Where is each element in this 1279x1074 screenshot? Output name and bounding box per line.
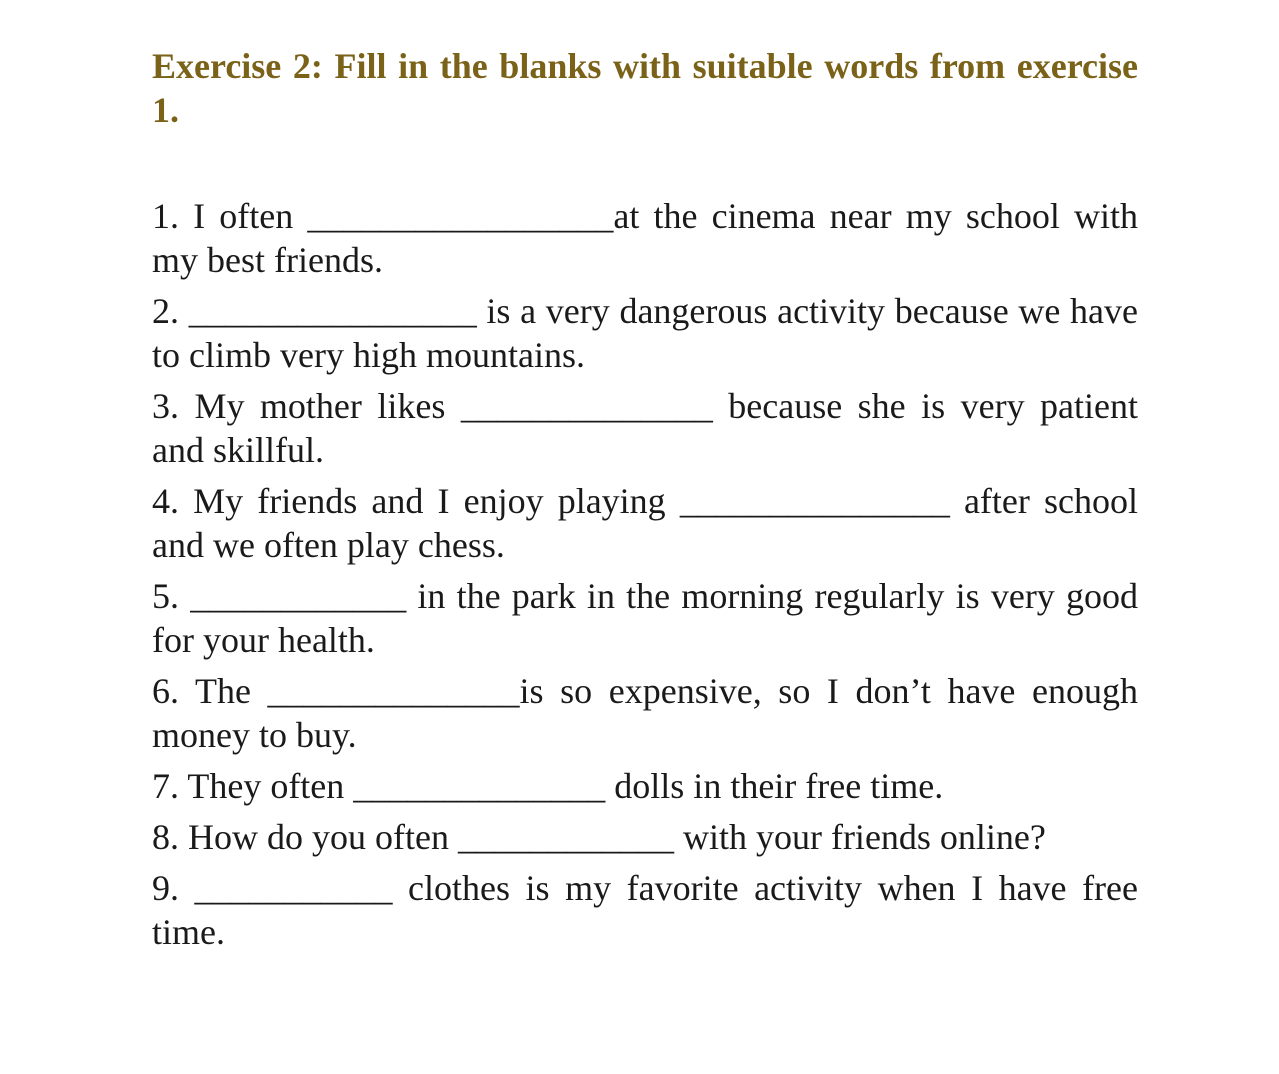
item-text-after: after school and we often play chess. [152, 481, 1138, 565]
exercise-item-4 [152, 479, 1138, 567]
answer-blank-2[interactable]: ________________ [188, 291, 477, 331]
item-text-before: 1. I often [152, 196, 308, 236]
item-text-before: 3. My mother likes [152, 386, 461, 426]
item-text-after: dolls in their free time. [605, 766, 944, 806]
answer-blank-7[interactable]: ______________ [353, 766, 606, 806]
item-text-after: because she is very patient and skillful. [152, 386, 1138, 470]
item-text-after: clothes is my favorite activity when I have free time. [152, 868, 1138, 952]
answer-blank-6[interactable]: ______________ [267, 671, 520, 711]
answer-blank-8[interactable]: ____________ [457, 817, 674, 857]
exercise-item-5 [152, 574, 1138, 662]
answer-blank-1[interactable]: _________________ [307, 196, 614, 236]
item-text-after: is so expensive, so I don’t have enough money to buy. [152, 671, 1138, 755]
item-text-after: is a very dangerous activity because we have to climb very high mountains. [152, 291, 1139, 375]
exercise-item-3 [152, 384, 1138, 472]
item-text-after: with your friends online? [673, 817, 1046, 857]
answer-blank-4[interactable]: _______________ [679, 481, 950, 521]
exercise-item-2 [152, 289, 1138, 377]
exercise-item-9 [152, 866, 1138, 954]
item-text-before: 2. [152, 291, 189, 331]
worksheet [152, 44, 1138, 961]
item-text-after: at the cinema near my school with my best friends. [152, 196, 1138, 280]
item-text-before: 7. They often [152, 766, 354, 806]
item-text-after: in the park in the morning regularly is very good for your health. [152, 576, 1139, 660]
answer-blank-5[interactable]: ____________ [190, 576, 407, 616]
answer-blank-9[interactable]: ___________ [194, 868, 393, 908]
item-text-before: 4. My friends and I enjoy playing [152, 481, 680, 521]
exercise-title: Exercise 2: Fill in the blanks with suitable words from exercise 1. [152, 46, 1138, 130]
item-text-before: 8. How do you often [152, 817, 458, 857]
exercise-item-6 [152, 669, 1138, 757]
item-text-before: 9. [152, 868, 195, 908]
answer-blank-3[interactable]: ______________ [460, 386, 713, 426]
item-text-before: 6. The [152, 671, 268, 711]
item-text-before: 5. [152, 576, 191, 616]
exercise-item-7 [152, 764, 1138, 808]
exercise-item-8 [152, 815, 1138, 859]
exercise-item-1 [152, 194, 1138, 282]
